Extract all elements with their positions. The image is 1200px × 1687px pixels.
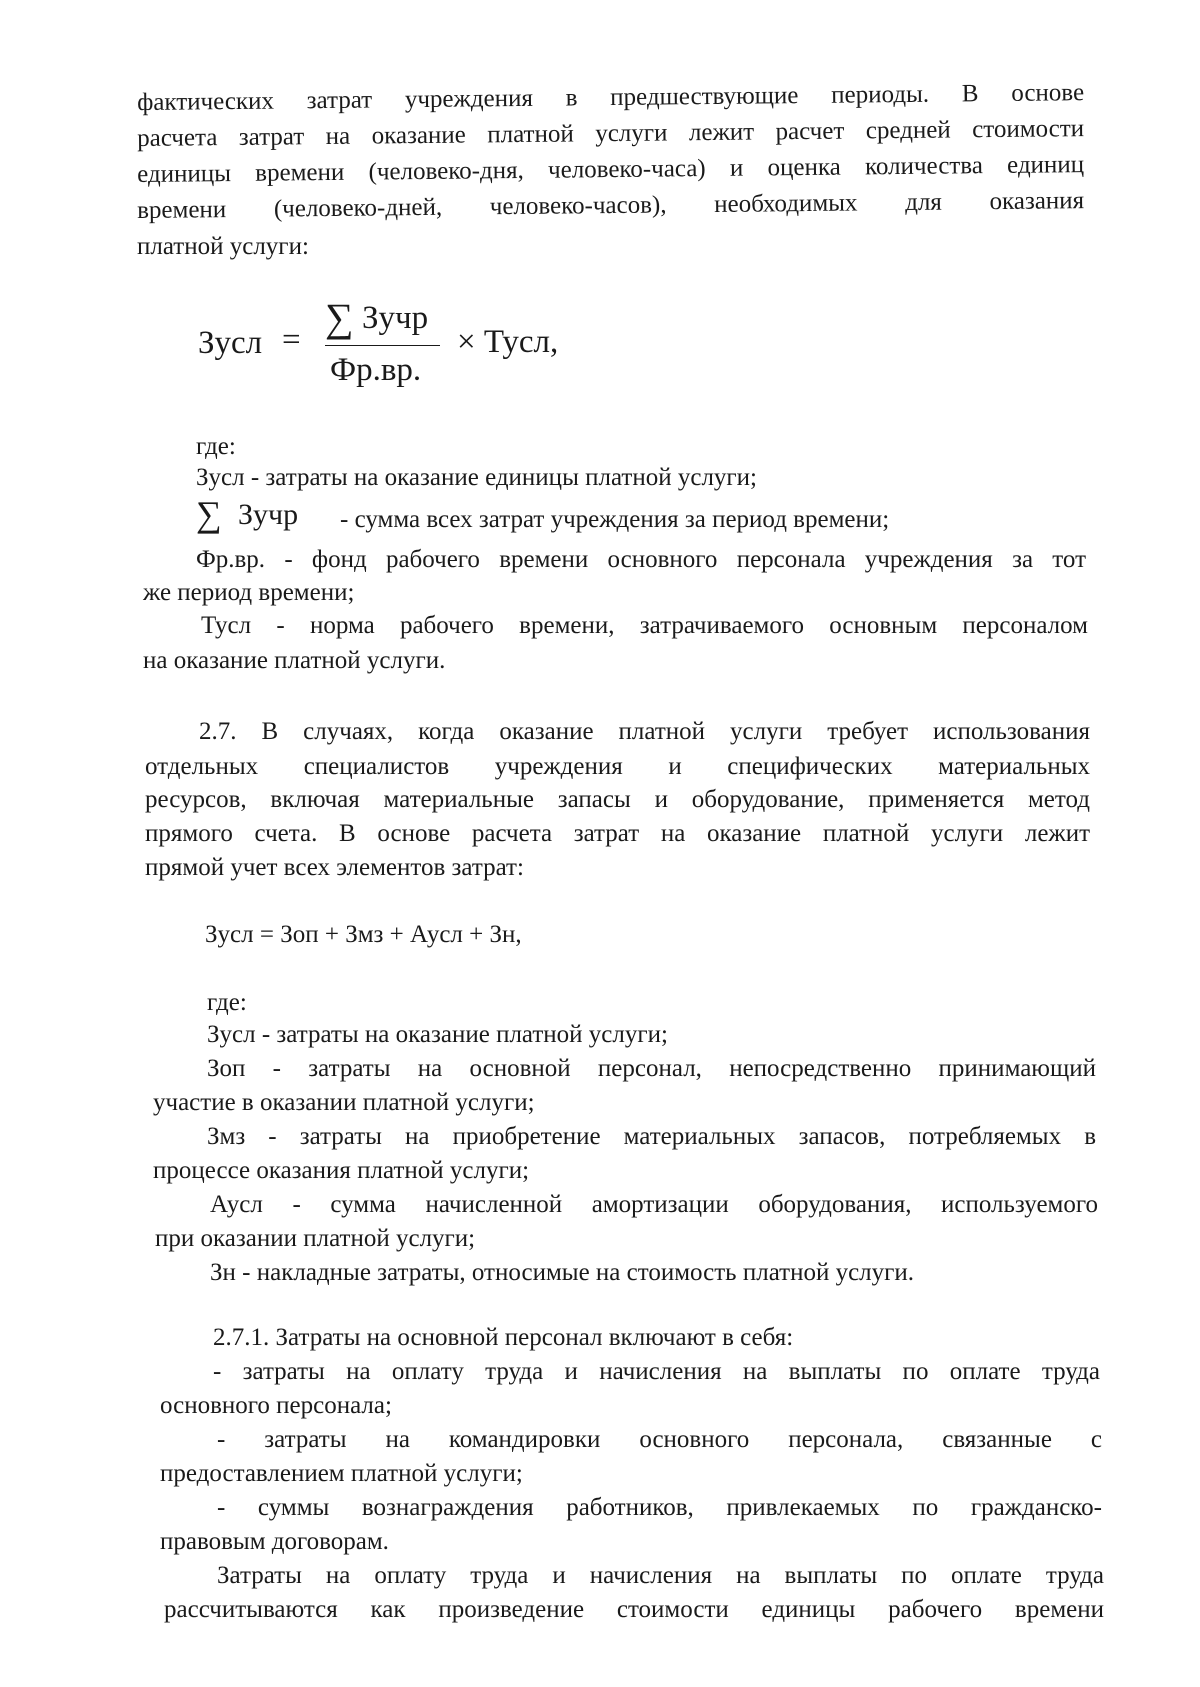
text-line: Тусл - норма рабочего времени, затрачиваемого основным персоналом <box>201 612 1088 639</box>
text-line: где: <box>196 433 236 460</box>
text-line: - сумма всех затрат учреждения за период времени; <box>340 506 890 533</box>
text-line: Аусл - сумма начисленной амортизации оборудования, используемого <box>210 1191 1098 1218</box>
text-line: ресурсов, включая материальные запасы и оборудование, применяется метод <box>145 786 1090 813</box>
text-line: при оказании платной услуги; <box>155 1225 476 1252</box>
text-line: Зусл - затраты на оказание единицы платной услуги; <box>196 464 757 491</box>
text-line: предоставлением платной услуги; <box>160 1460 523 1487</box>
text-line: фактических затрат учреждения в предшествующие периоды. В основе <box>137 79 1085 116</box>
text-line: расчета затрат на оказание платной услуги лежит расчет средней стоимости <box>137 115 1085 152</box>
text-line: основного персонала; <box>160 1392 392 1419</box>
text-line: 2.7.1. Затраты на основной персонал включают в себя: <box>213 1324 794 1351</box>
text-line: на оказание платной услуги. <box>143 647 446 674</box>
text-line: Фр.вр. - фонд рабочего времени основного персонала учреждения за тот <box>196 546 1086 573</box>
text-line: времени (человеко-дней, человеко-часов), необходимых для оказания <box>137 187 1085 224</box>
text-line: же период времени; <box>143 579 355 606</box>
text-line: Затраты на оплату труда и начисления на выплаты по оплате труда <box>217 1562 1104 1589</box>
sum-term: Зучр <box>238 498 299 531</box>
formula-lhs: Зусл <box>198 325 263 361</box>
text-line: прямой учет всех элементов затрат: <box>145 854 524 881</box>
text-line: Зн - накладные затраты, относимые на стоимость платной услуги. <box>210 1259 915 1286</box>
formula-2: Зусл = Зоп + Змз + Аусл + Зн, <box>205 921 522 948</box>
text-line: где: <box>207 989 247 1016</box>
text-line: Змз - затраты на приобретение материальных запасов, потребляемых в <box>207 1123 1096 1150</box>
text-line: отдельных специалистов учреждения и специфических материальных <box>145 753 1090 780</box>
text-line: - суммы вознаграждения работников, привлекаемых по гражданско- <box>217 1494 1102 1521</box>
text-line: 2.7. В случаях, когда оказание платной услуги требует использования <box>199 718 1090 745</box>
formula-rhs: × Тусл, <box>457 324 559 360</box>
text-line: участие в оказании платной услуги; <box>153 1089 535 1116</box>
formula-equals: = <box>282 322 301 358</box>
sum-symbol: ∑ <box>196 494 222 534</box>
text-line: единицы времени (человеко-дня, человеко-часа) и оценка количества единиц <box>137 151 1085 188</box>
formula-denominator: Фр.вр. <box>330 352 422 388</box>
fraction-bar <box>325 345 440 346</box>
text-line: платной услуги: <box>137 233 309 260</box>
text-line: Зусл - затраты на оказание платной услуги; <box>207 1021 668 1048</box>
text-line: - затраты на командировки основного персонала, связанные с <box>217 1426 1102 1453</box>
sum-symbol: ∑ <box>325 295 354 340</box>
text-line: Зоп - затраты на основной персонал, непосредственно принимающий <box>207 1055 1096 1082</box>
text-line: рассчитываются как произведение стоимости единицы рабочего времени <box>164 1596 1104 1623</box>
text-line: процессе оказания платной услуги; <box>153 1157 530 1184</box>
text-line: правовым договорам. <box>160 1528 389 1555</box>
text-line: прямого счета. В основе расчета затрат на оказание платной услуги лежит <box>145 820 1090 847</box>
text-line: - затраты на оплату труда и начисления на выплаты по оплате труда <box>213 1358 1100 1385</box>
formula-numerator: Зучр <box>362 300 429 336</box>
